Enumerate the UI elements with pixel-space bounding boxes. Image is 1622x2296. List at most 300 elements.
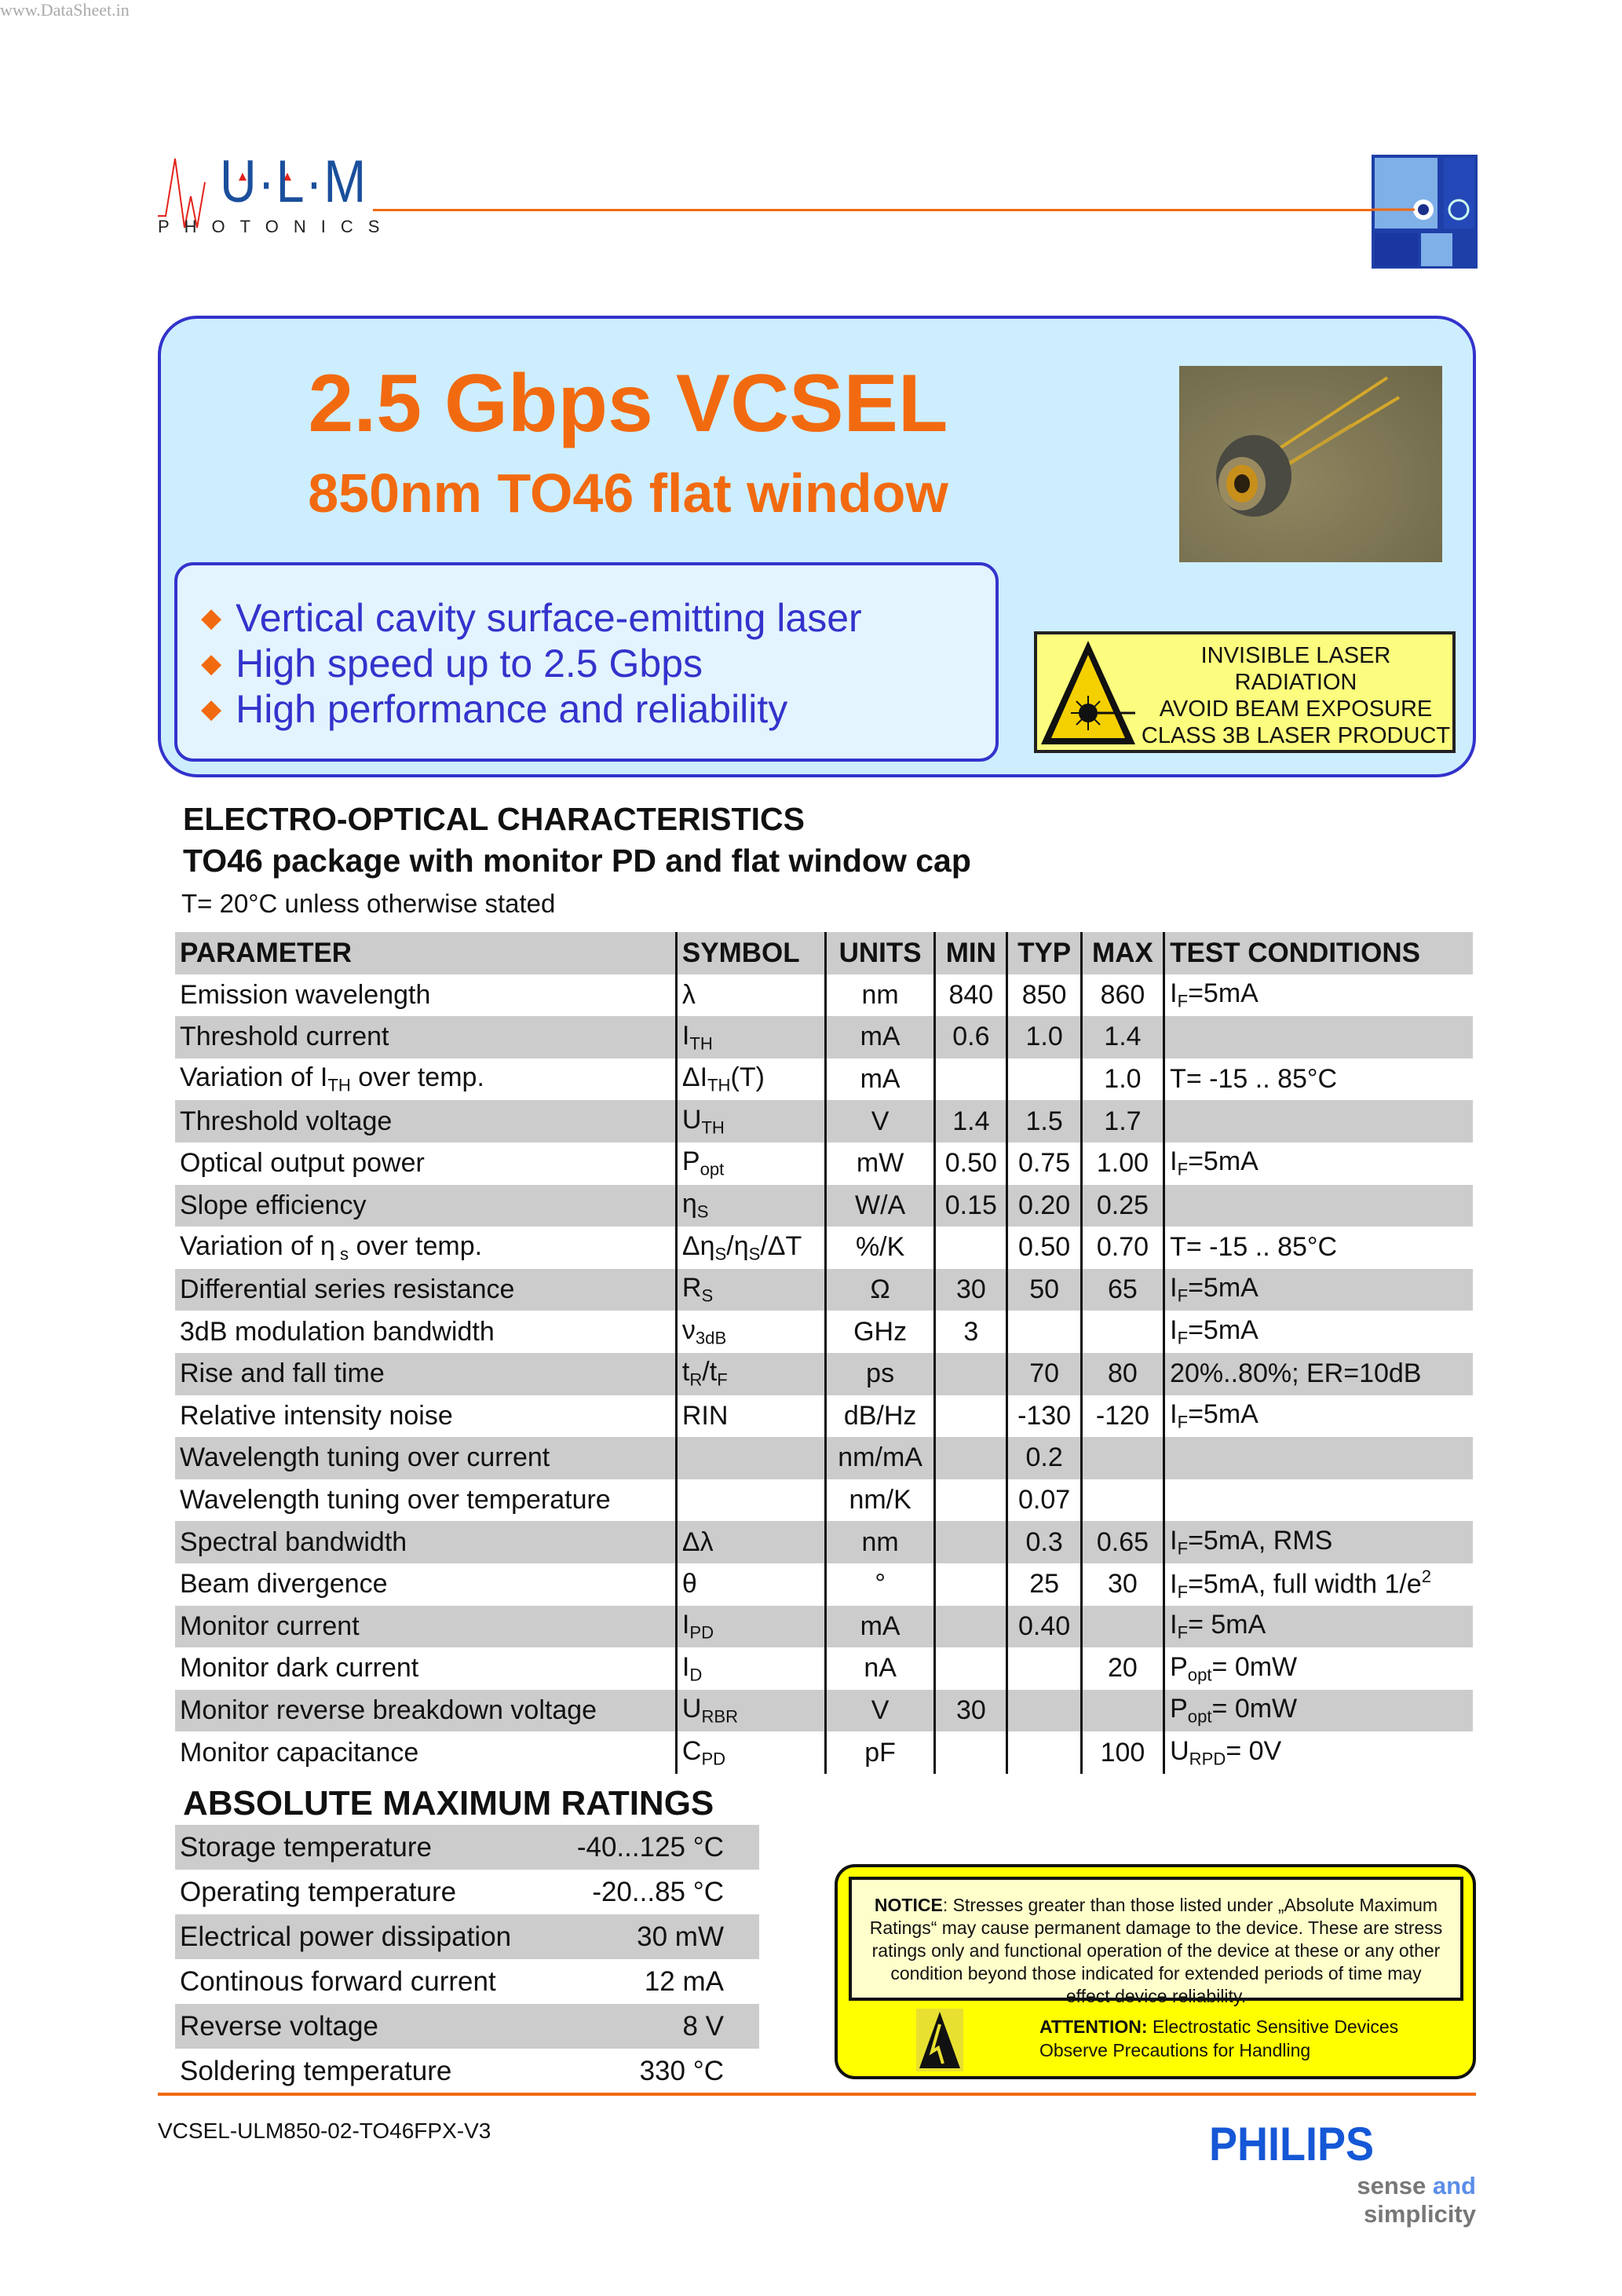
text-segment: Δη: [681, 1230, 715, 1261]
cell-param: [175, 1731, 676, 1774]
cell-min: [935, 1143, 1007, 1185]
header-divider: [373, 209, 1425, 211]
cell-text: dB/Hz: [843, 1400, 917, 1431]
cell-param: [175, 1016, 676, 1058]
cell-text: 840: [948, 979, 994, 1010]
cell-sym: [676, 1647, 825, 1690]
philips-logo: PHILIPS: [1209, 2118, 1375, 2170]
electro-optical-table: [175, 932, 1473, 1774]
laser-warning-line: INVISIBLE LASER RADIATION: [1200, 643, 1391, 695]
notice-label: NOTICE: [874, 1895, 943, 1915]
text-segment: I: [1170, 1609, 1178, 1640]
feature-text: High performance and reliability: [236, 687, 788, 731]
cell-sym: [676, 1353, 825, 1395]
cell-units: [825, 1690, 934, 1732]
cell-typ: [1007, 1731, 1081, 1774]
column-header-units: UNITS: [825, 932, 934, 974]
text-segment: =5mA: [1188, 1273, 1259, 1303]
rating-row: [175, 1914, 759, 1959]
cell-units: [825, 1353, 934, 1395]
notice-body: : Stresses greater than those listed under „Absolute Maximum Ratings“ may cause permanent damage to the device. These are stress ratings only and functional operation of the device at these or any other condition beyond those indicated for extended periods of time may effect device reliability.: [869, 1895, 1443, 2006]
watermark: www.DataSheet.in: [0, 0, 130, 20]
cell-cond: [1164, 1185, 1473, 1227]
section-heading: ELECTRO-OPTICAL CHARACTERISTICS: [183, 801, 805, 837]
cell-min: [935, 1100, 1007, 1143]
cell-sym: [676, 1690, 825, 1732]
cell-text: Slope efficiency: [180, 1190, 367, 1220]
subscript: PD: [701, 1749, 726, 1769]
cell-cond: [1164, 1269, 1473, 1311]
cell-units: [825, 1016, 934, 1058]
cell-sym: [676, 1731, 825, 1774]
cell-units: [825, 1521, 934, 1563]
cell-units: [825, 1185, 934, 1227]
table-row: [175, 1521, 1473, 1563]
subscript: PD: [689, 1622, 714, 1643]
cell-param: [175, 974, 676, 1017]
cell-text: mA: [860, 1064, 901, 1095]
cell-text: θ: [681, 1569, 697, 1600]
text-segment: /ΔT: [760, 1230, 802, 1261]
cell-min: [935, 1311, 1007, 1353]
text-segment: t: [681, 1357, 690, 1387]
text-segment: over temp.: [349, 1230, 483, 1261]
subscript: S: [748, 1244, 761, 1264]
subscript: RPD: [1189, 1749, 1226, 1769]
text-segment: = 5mA: [1188, 1609, 1266, 1640]
slogan-part: simplicity: [1364, 2200, 1476, 2228]
cell-text: mA: [860, 1610, 901, 1641]
subscript: S: [696, 1201, 709, 1222]
rating-value: 30 mW: [552, 1914, 759, 1959]
subscript: D: [689, 1665, 703, 1685]
table-row: [175, 1227, 1473, 1269]
cell-text: %/K: [855, 1232, 905, 1263]
cell-cond: [1164, 1563, 1473, 1606]
table-row: [175, 1690, 1473, 1732]
text-segment: P: [681, 1146, 700, 1177]
cell-text: 0.07: [1018, 1485, 1071, 1515]
text-segment: =5mA: [1188, 1314, 1259, 1345]
rating-label: Reverse voltage: [175, 2004, 552, 2049]
cell-text: °: [875, 1569, 886, 1600]
cell-text: T= -15 .. 85°C: [1170, 1232, 1338, 1263]
cell-text: Monitor current: [180, 1610, 360, 1641]
laser-hazard-icon: [1037, 634, 1139, 750]
column-header-param: PARAMETER: [175, 932, 676, 974]
cell-cond: [1164, 1016, 1473, 1058]
column-header-typ: TYP: [1007, 932, 1081, 974]
cell-text: 850: [1021, 979, 1067, 1010]
cell-param: [175, 1058, 676, 1101]
cell-cond: [1164, 1479, 1473, 1522]
cell-cond: [1164, 1647, 1473, 1690]
text-segment: =5mA, full width 1/e: [1188, 1569, 1422, 1600]
document-code: VCSEL-ULM850-02-TO46FPX-V3: [158, 2119, 491, 2143]
cell-sym: [676, 1058, 825, 1101]
cell-max: [1081, 1100, 1164, 1143]
text-segment: Variation of I: [180, 1062, 328, 1093]
cell-min: [935, 1731, 1007, 1774]
text-segment: U: [681, 1694, 702, 1724]
cell-text: Threshold voltage: [180, 1106, 393, 1136]
laser-warning-text: [1139, 634, 1452, 750]
cell-min: [935, 1521, 1007, 1563]
cell-text: 80: [1108, 1358, 1138, 1389]
cell-text: 3dB modulation bandwidth: [180, 1316, 495, 1347]
cell-typ: [1007, 1269, 1081, 1311]
cell-min: [935, 1479, 1007, 1522]
slogan-part: and: [1432, 2172, 1476, 2199]
cell-units: [825, 1563, 934, 1606]
text-segment: C: [681, 1735, 702, 1766]
laser-warning-line: CLASS 3B LASER PRODUCT: [1141, 723, 1451, 748]
cell-units: [825, 1479, 934, 1522]
notice-box: [835, 1864, 1476, 2079]
text-segment: = 0V: [1226, 1735, 1282, 1766]
cell-sym: [676, 1016, 825, 1058]
logo-subtitle: PHOTONICS: [158, 217, 395, 236]
cell-typ: [1007, 1395, 1081, 1438]
cell-text: 50: [1029, 1274, 1060, 1305]
diamond-bullet-icon: ◆: [201, 649, 222, 678]
text-segment: U: [681, 1104, 702, 1135]
cell-text: Optical output power: [180, 1148, 425, 1179]
product-subtitle: 850nm TO46 flat window: [308, 462, 948, 524]
cell-units: [825, 1143, 934, 1185]
cell-sym: [676, 1606, 825, 1648]
cell-cond: [1164, 1395, 1473, 1438]
subscript: F: [1177, 1328, 1189, 1348]
philips-slogan: [1240, 2172, 1476, 2228]
cell-min: [935, 1437, 1007, 1479]
cell-units: [825, 1731, 934, 1774]
table-header-row: [175, 932, 1473, 974]
text-segment: P: [1170, 1694, 1188, 1724]
cell-param: [175, 1647, 676, 1690]
cell-text: Δλ: [681, 1526, 714, 1557]
cell-text: V: [871, 1106, 890, 1136]
feature-list: [174, 562, 999, 762]
cell-max: [1081, 1016, 1164, 1058]
feature-item: [201, 641, 995, 686]
text-segment: I: [1170, 978, 1178, 1009]
cell-min: [935, 1690, 1007, 1732]
text-segment: I: [1170, 1399, 1178, 1430]
cell-min: [935, 1606, 1007, 1648]
cell-text: mW: [856, 1148, 904, 1179]
table-row: [175, 1185, 1473, 1227]
cell-text: 100: [1100, 1737, 1145, 1768]
cell-text: Threshold current: [180, 1022, 389, 1052]
cell-sym: [676, 1143, 825, 1185]
text-segment: η: [681, 1189, 697, 1219]
text-segment: ΔI: [681, 1062, 708, 1093]
subscript: S: [714, 1244, 727, 1264]
table-row: [175, 1563, 1473, 1606]
cell-units: [825, 1437, 934, 1479]
text-segment: I: [1170, 1273, 1178, 1303]
cell-units: [825, 1269, 934, 1311]
cell-text: -120: [1095, 1400, 1149, 1431]
cell-sym: [676, 1395, 825, 1438]
column-header-max: MAX: [1081, 932, 1164, 974]
diamond-bullet-icon: ◆: [201, 694, 222, 724]
cell-typ: [1007, 1143, 1081, 1185]
cell-cond: [1164, 1227, 1473, 1269]
rating-label: Storage temperature: [175, 1825, 552, 1870]
text-segment: Variation of η: [180, 1230, 335, 1261]
cell-max: [1081, 1690, 1164, 1732]
table-row: [175, 1311, 1473, 1353]
cell-param: [175, 1311, 676, 1353]
cell-text: 70: [1029, 1358, 1060, 1389]
table-row: [175, 1016, 1473, 1058]
cell-text: 30: [955, 1695, 986, 1725]
cell-text: V: [871, 1695, 890, 1725]
footer-divider: [158, 2093, 1476, 2096]
logo-name: U·L·M: [220, 148, 367, 215]
cell-text: Spectral bandwidth: [180, 1526, 407, 1557]
cell-text: 0.75: [1018, 1148, 1071, 1179]
cell-min: [935, 1058, 1007, 1101]
abs-max-table: [175, 1825, 759, 2093]
cell-text: 0.65: [1096, 1526, 1149, 1557]
cell-text: Monitor reverse breakdown voltage: [180, 1695, 597, 1725]
cell-text: 1.00: [1096, 1148, 1149, 1179]
conditions-note: T= 20°C unless otherwise stated: [181, 889, 556, 918]
text-segment: ν: [681, 1314, 696, 1345]
cell-param: [175, 1227, 676, 1269]
cell-min: [935, 1269, 1007, 1311]
text-segment: I: [1170, 1314, 1178, 1345]
subscript: F: [1177, 1412, 1189, 1432]
cell-param: [175, 1521, 676, 1563]
table-row: [175, 1058, 1473, 1101]
cell-typ: [1007, 1606, 1081, 1648]
cell-sym: [676, 1437, 825, 1479]
text-segment: /η: [726, 1230, 749, 1261]
attention-line2: Observe Precautions for Handling: [1039, 2040, 1311, 2060]
cell-text: Monitor dark current: [180, 1653, 419, 1684]
cell-text: 0.50: [1018, 1232, 1071, 1263]
cell-cond: [1164, 1058, 1473, 1101]
cell-max: [1081, 1058, 1164, 1101]
cell-typ: [1007, 1353, 1081, 1395]
cell-text: 0.15: [944, 1190, 997, 1220]
superscript: 2: [1421, 1566, 1432, 1586]
cell-max: [1081, 1353, 1164, 1395]
cell-min: [935, 974, 1007, 1017]
cell-text: pF: [864, 1737, 896, 1768]
cell-text: 0.40: [1018, 1610, 1071, 1641]
text-segment: I: [1170, 1569, 1178, 1600]
cell-sym: [676, 1269, 825, 1311]
section-subheading: TO46 package with monitor PD and flat window cap: [183, 843, 971, 879]
table-row: [175, 1269, 1473, 1311]
cell-max: [1081, 1227, 1164, 1269]
cell-text: 0.6: [952, 1022, 990, 1052]
cell-cond: [1164, 1143, 1473, 1185]
attention-label: ATTENTION:: [1039, 2016, 1148, 2037]
table-row: [175, 1437, 1473, 1479]
table-row: [175, 1100, 1473, 1143]
column-header-min: MIN: [935, 932, 1007, 974]
table-row: [175, 1606, 1473, 1648]
subscript: TH: [701, 1117, 725, 1138]
subscript: S: [701, 1285, 714, 1306]
cell-param: [175, 1690, 676, 1732]
feature-item: [201, 686, 995, 732]
laser-warning-label: [1034, 631, 1456, 753]
table-row: [175, 1395, 1473, 1438]
cell-min: [935, 1563, 1007, 1606]
cell-max: [1081, 1479, 1164, 1522]
cell-text: 0.2: [1025, 1442, 1063, 1473]
cell-text: 1.4: [1104, 1022, 1142, 1052]
feature-item: [201, 595, 995, 641]
rating-row: [175, 1825, 759, 1870]
cell-typ: [1007, 1058, 1081, 1101]
esd-warning-icon: [916, 2009, 963, 2071]
feature-text: Vertical cavity surface-emitting laser: [236, 596, 862, 640]
text-segment: = 0mW: [1211, 1694, 1298, 1724]
cell-cond: [1164, 1311, 1473, 1353]
cell-typ: [1007, 1690, 1081, 1732]
text-segment: R: [681, 1273, 702, 1303]
subscript: s: [334, 1244, 349, 1264]
cell-param: [175, 1100, 676, 1143]
cell-param: [175, 1479, 676, 1522]
cell-param: [175, 1353, 676, 1395]
cell-sym: [676, 1100, 825, 1143]
cell-sym: [676, 1227, 825, 1269]
rating-label: Continous forward current: [180, 1965, 496, 1997]
table-row: [175, 1143, 1473, 1185]
cell-max: [1081, 1521, 1164, 1563]
cell-text: nm/mA: [838, 1442, 922, 1473]
subscript: 3dB: [695, 1328, 727, 1348]
text-segment: I: [681, 1609, 690, 1640]
cell-cond: [1164, 1521, 1473, 1563]
cell-min: [935, 1016, 1007, 1058]
cell-max: [1081, 1311, 1164, 1353]
cell-text: 0.50: [944, 1148, 997, 1179]
rating-value: 12 mA: [644, 1965, 724, 1997]
text-segment: I: [1170, 1525, 1178, 1556]
cell-max: [1081, 1606, 1164, 1648]
cell-max: [1081, 1143, 1164, 1185]
cell-text: 3: [963, 1316, 979, 1347]
cell-sym: [676, 1185, 825, 1227]
cell-min: [935, 1185, 1007, 1227]
cell-cond: [1164, 1353, 1473, 1395]
cell-cond: [1164, 974, 1473, 1017]
cell-units: [825, 1647, 934, 1690]
cell-min: [935, 1395, 1007, 1438]
cell-text: 0.3: [1025, 1526, 1063, 1557]
rating-row: [175, 2049, 759, 2093]
cell-units: [825, 1058, 934, 1101]
table-row: [175, 1731, 1473, 1774]
text-segment: U: [1170, 1735, 1189, 1766]
subscript: opt: [700, 1160, 725, 1180]
cell-text: Ω: [870, 1274, 890, 1305]
cell-text: 1.7: [1104, 1106, 1142, 1136]
cell-typ: [1007, 1437, 1081, 1479]
rating-value: 330 °C: [639, 2055, 724, 2086]
cell-max: [1081, 1269, 1164, 1311]
cell-text: 1.4: [952, 1106, 990, 1136]
cell-text: nA: [864, 1653, 897, 1684]
text-segment: I: [1170, 1146, 1178, 1177]
cell-typ: [1007, 1311, 1081, 1353]
text-segment: =5mA: [1188, 1399, 1259, 1430]
table-row: [175, 1353, 1473, 1395]
cell-max: [1081, 1185, 1164, 1227]
diamond-bullet-icon: ◆: [201, 603, 222, 633]
cell-text: nm: [861, 979, 899, 1010]
subscript: F: [1177, 1160, 1189, 1180]
text-segment: over temp.: [350, 1062, 484, 1093]
text-segment: P: [1170, 1651, 1188, 1682]
cell-text: ps: [866, 1358, 895, 1389]
notice-text: [849, 1877, 1463, 2006]
cell-text: 20: [1108, 1653, 1138, 1684]
cell-cond: [1164, 1731, 1473, 1774]
rating-row: [175, 1870, 759, 1914]
cell-units: [825, 1311, 934, 1353]
cell-max: [1081, 1563, 1164, 1606]
cell-text: Emission wavelength: [180, 979, 431, 1010]
subscript: F: [1177, 1581, 1189, 1602]
cell-cond: [1164, 1437, 1473, 1479]
cell-min: [935, 1227, 1007, 1269]
cell-param: [175, 1606, 676, 1648]
product-title: 2.5 Gbps VCSEL: [308, 358, 948, 449]
feature-text: High speed up to 2.5 Gbps: [236, 642, 703, 686]
cell-text: 65: [1108, 1274, 1138, 1305]
text-segment: /t: [702, 1357, 718, 1387]
subscript: F: [1177, 1285, 1189, 1306]
text-segment: =5mA: [1188, 1146, 1259, 1177]
rating-row: [175, 2004, 759, 2049]
cell-param: [175, 1143, 676, 1185]
cell-text: nm: [861, 1526, 899, 1557]
text-segment: = 0mW: [1211, 1651, 1298, 1682]
cell-text: Monitor capacitance: [180, 1737, 419, 1768]
subscript: TH: [689, 1033, 713, 1054]
cell-units: [825, 1227, 934, 1269]
attention-text: [1039, 2015, 1398, 2062]
cell-text: 20%..80%; ER=10dB: [1170, 1358, 1422, 1389]
column-header-sym: SYMBOL: [676, 932, 825, 974]
slogan-part: sense: [1357, 2172, 1433, 2199]
cell-text: 1.5: [1025, 1106, 1063, 1136]
cell-max: [1081, 1647, 1164, 1690]
cell-text: Beam divergence: [180, 1569, 388, 1600]
cell-sym: [676, 1311, 825, 1353]
cell-param: [175, 1395, 676, 1438]
cell-text: RIN: [681, 1400, 729, 1431]
cell-max: [1081, 1395, 1164, 1438]
subscript: TH: [707, 1075, 731, 1095]
cell-units: [825, 1395, 934, 1438]
subscript: F: [1177, 1622, 1189, 1643]
cell-text: 0.25: [1096, 1190, 1149, 1220]
cell-text: Relative intensity noise: [180, 1400, 453, 1431]
cell-text: 1.0: [1104, 1064, 1142, 1095]
